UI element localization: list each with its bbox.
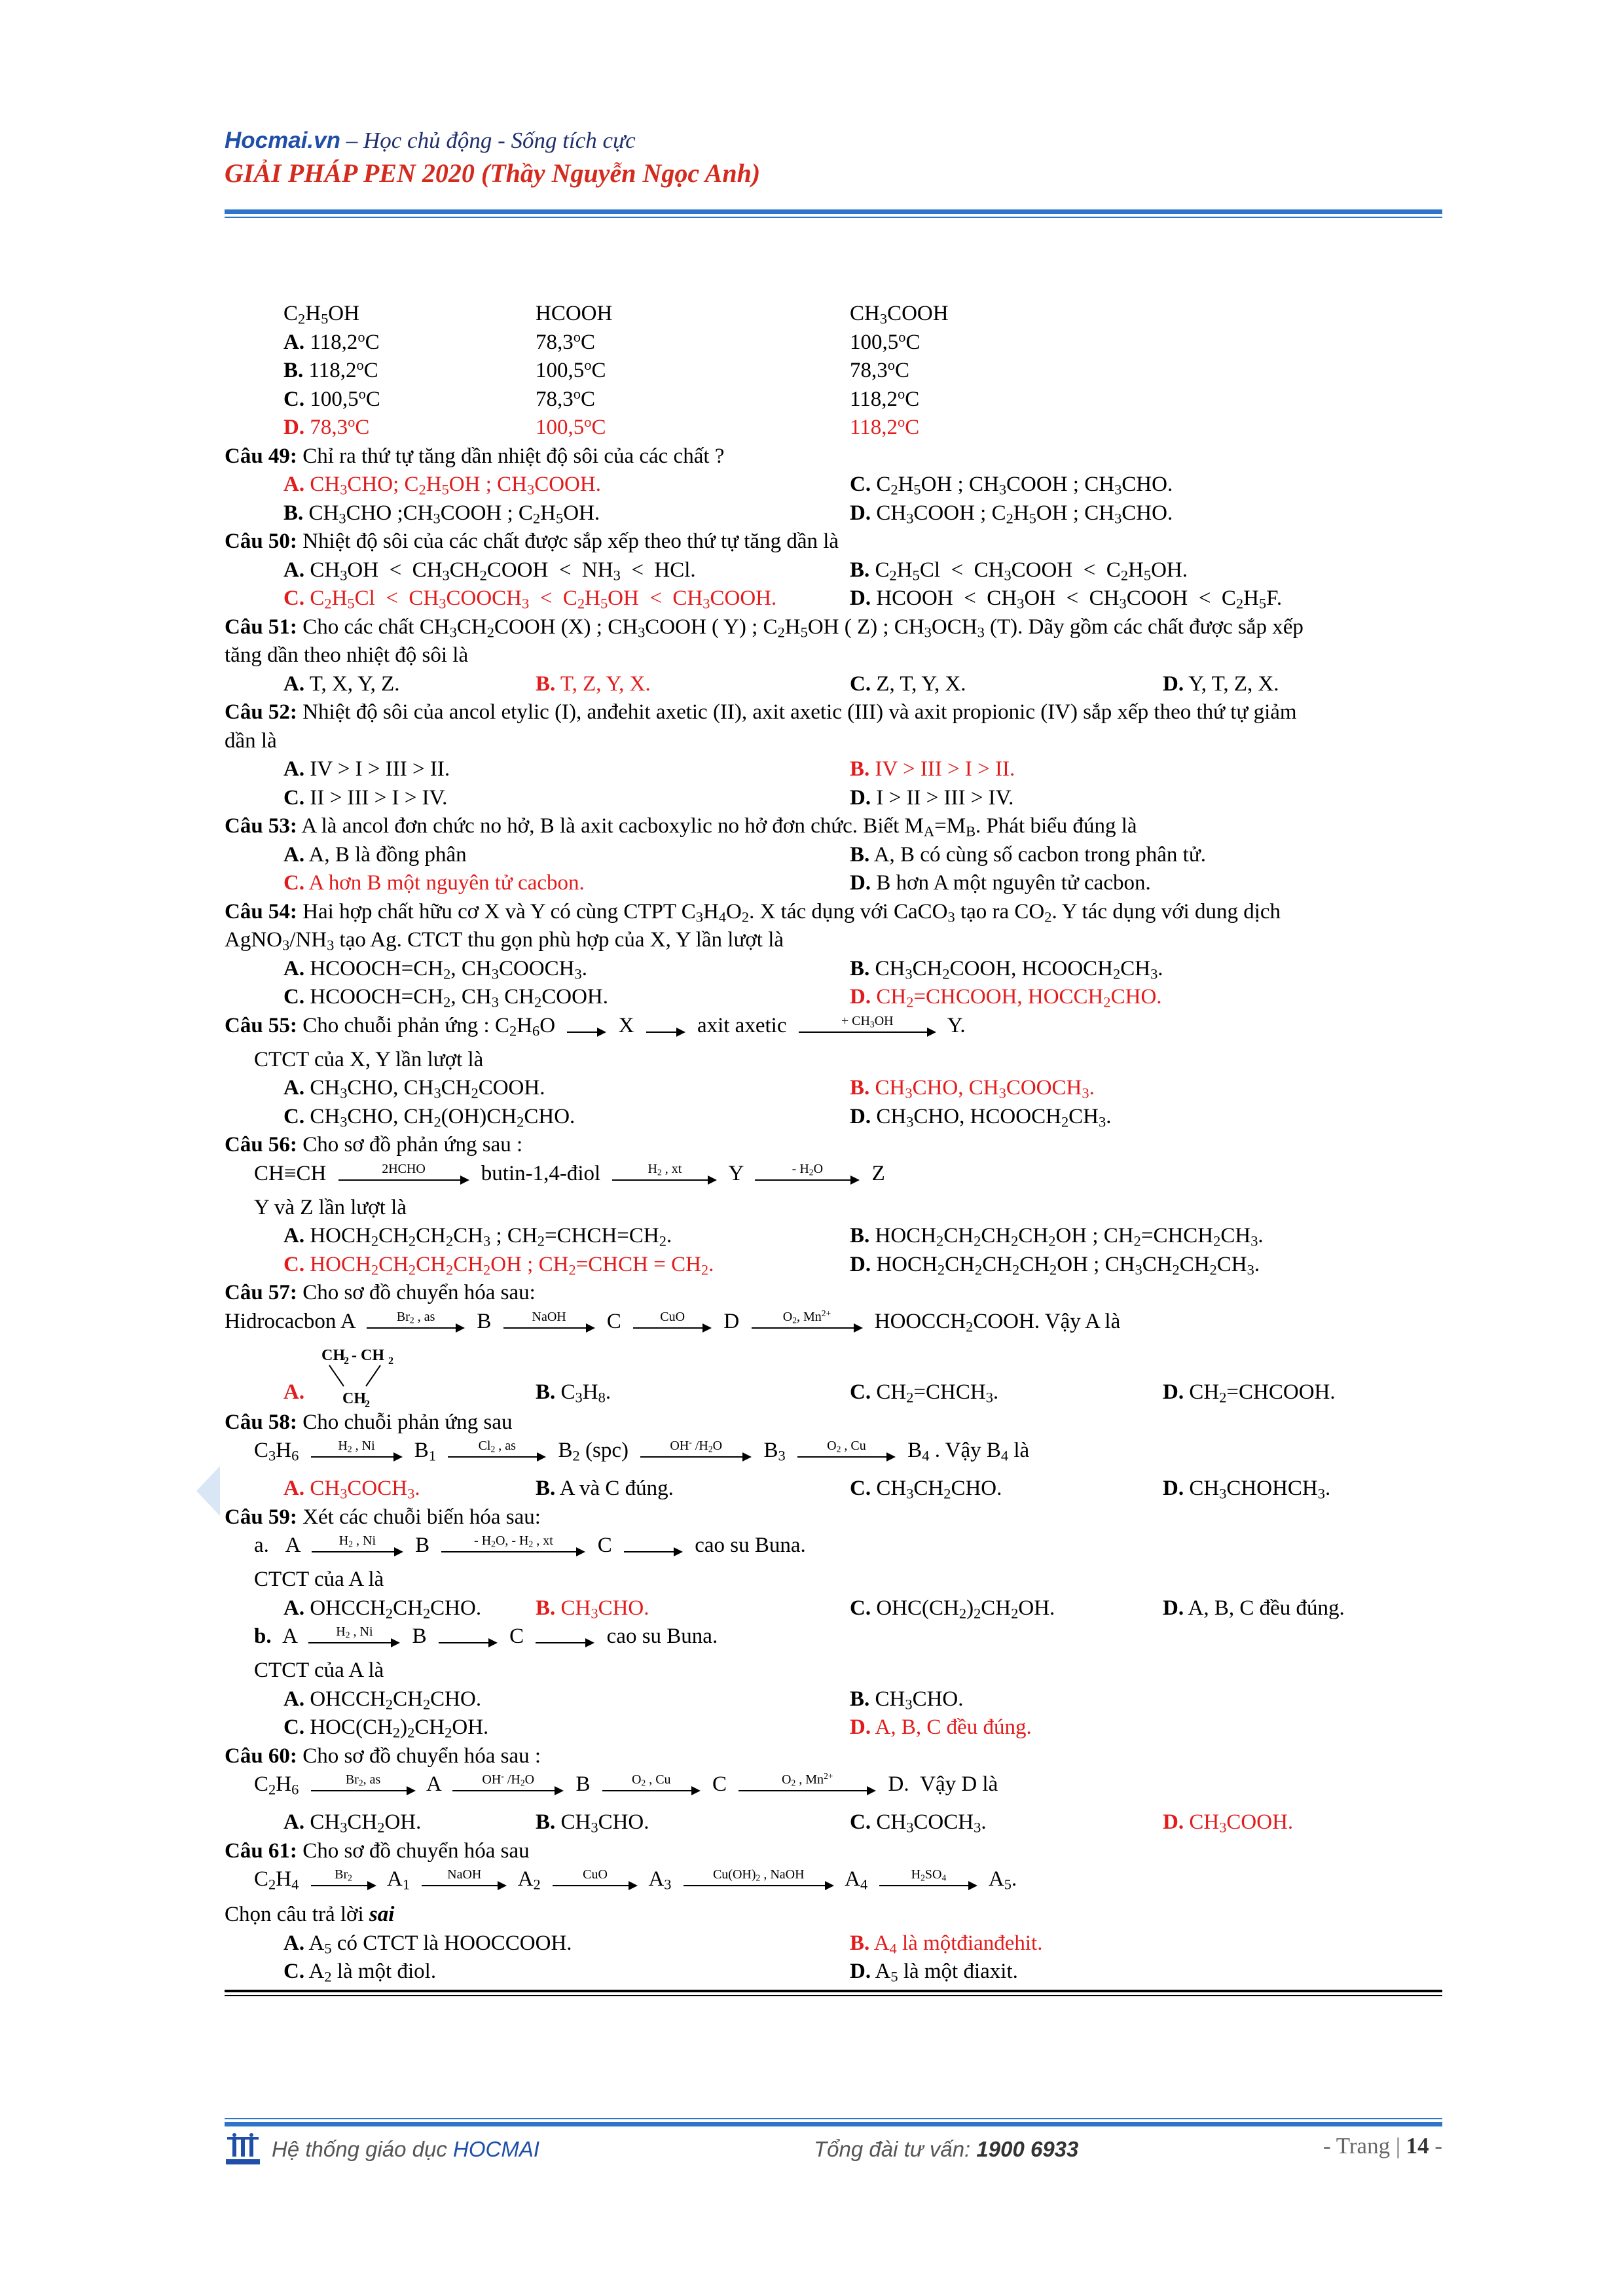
q59b-option-d[interactable]: D. A, B, C đều đúng. xyxy=(850,1715,1032,1739)
hotline-number[interactable]: 1900 6933 xyxy=(976,2137,1079,2161)
q52-option-c[interactable]: C. II > III > I > IV. xyxy=(283,785,448,810)
question-text: Cho sơ đồ chuyển hóa sau : xyxy=(297,1744,541,1768)
footer-divider xyxy=(225,2115,1442,2126)
q56-option-b[interactable]: B. $HOCH_2CH_2CH_2CH_2OH$ ; $CH_2=CHCH_2CH_3$. xyxy=(850,1224,1264,1249)
q53-option-b[interactable]: B. A, B có cùng số cacbon trong phân tử. xyxy=(850,842,1206,867)
q59a-options xyxy=(225,1594,1455,1623)
reaction-arrow-icon xyxy=(646,1016,685,1038)
q59a-option-c[interactable]: C. $OHC(CH_2)_2CH_2OH$. xyxy=(850,1596,1055,1622)
option-text: B hơn A một nguyên tử cacbon. xyxy=(876,871,1151,895)
q53-options-ab xyxy=(225,841,1455,870)
option-text: T, Z, Y, X. xyxy=(560,672,651,696)
q49-options-ac xyxy=(225,471,1455,499)
q60-stem xyxy=(225,1742,1455,1771)
question-list xyxy=(225,300,1455,1986)
q51-stem-cont: tăng dần theo nhiệt độ sôi là xyxy=(225,643,469,667)
q52-option-a[interactable]: A. IV > I > III > II. xyxy=(283,757,450,781)
q48-option-a[interactable]: A. 118,2$^o$C 78,3$^o$C 100,5$^o$C xyxy=(283,328,921,354)
col-ch3cooh: $CH_3COOH$ xyxy=(850,302,949,327)
q55-option-b[interactable]: B. $CH_3CHO$, $CH_3COOCH_3$. xyxy=(850,1076,1095,1102)
option-text: I > II > III > IV. xyxy=(876,785,1014,810)
question-text: Nhiệt độ sôi của các chất được sắp xếp theo thứ tự tăng dần là xyxy=(297,529,839,553)
question-number: Câu 49: xyxy=(225,444,297,468)
reaction-arrow-icon xyxy=(536,1626,594,1649)
footer-text: Hệ thống giáo dục xyxy=(272,2137,454,2161)
q56-options-cd xyxy=(225,1251,1455,1280)
q56-subtext xyxy=(225,1194,1455,1223)
q50-stem xyxy=(225,528,1455,556)
question-number: Câu 60: xyxy=(225,1744,297,1768)
col-hcooh: HCOOH xyxy=(536,302,613,325)
q55-options-cd xyxy=(225,1103,1455,1132)
q56-options-ab xyxy=(225,1222,1455,1251)
q51-stem: Câu 51: Cho các chất $CH_3CH_2COOH$ (X) ; $CH_3COOH$ ( Y) ; $C_2H_5OH$ ( Z) ; $CH_3OCH_3$ (T). Dãy gồm các chất được sắp xếp xyxy=(225,615,1304,641)
reaction-arrow-icon: $Cl_2$ , as xyxy=(448,1441,546,1463)
question-text: CTCT của X, Y lần lượt là xyxy=(254,1047,484,1071)
q54-stem: Câu 54: Hai hợp chất hữu cơ X và Y có cùng CTPT $C_3H_4O_2$. X tác dụng với CaCO$_3$ tạo ra $CO_2$. Y tác dụng với dung dịch xyxy=(225,899,1281,925)
value: 78,3 xyxy=(536,330,574,354)
q50-option-c[interactable]: C. $C_2H_5Cl$ < $CH_3COOCH_3 < C_2H_5OH$ < $CH_3COOH$. xyxy=(283,586,777,612)
q51-option-b[interactable]: B. T, Z, Y, X. xyxy=(536,672,651,696)
option-text: A, B có cùng số cacbon trong phân tử. xyxy=(873,842,1206,867)
q53-option-a[interactable]: A. A, B là đồng phân xyxy=(283,842,467,867)
q54-option-d[interactable]: D. $CH_2=CHCOOH$, $HOCCH_2CHO$. xyxy=(850,985,1162,1011)
q52-stem-cont: dần là xyxy=(225,728,277,753)
header-line xyxy=(225,128,1442,154)
q48-option-b[interactable]: B. 118,2$^o$C 100,5$^o$C 78,3$^o$C xyxy=(283,356,909,382)
q50-option-d[interactable]: D. HCOOH < $CH_3OH$ < $CH_3COOH < C_2H_5F$. xyxy=(850,586,1283,612)
option-text: T, X, Y, Z. xyxy=(309,672,400,696)
q59-scheme-b: b. A $H_2$ , Ni B C cao su Buna. xyxy=(254,1624,718,1648)
reaction-arrow-icon: $H_2$ , Ni xyxy=(308,1626,400,1649)
question-number: Câu 58: xyxy=(225,1410,297,1434)
question-text: CTCT của A là xyxy=(254,1659,384,1682)
value: 118,2 xyxy=(850,387,898,411)
option-text: A, B là đồng phân xyxy=(308,842,467,867)
q61-option-c[interactable]: C. $A_2$ là một điol. xyxy=(283,1960,437,1985)
reaction-arrow-icon: $Br_2$ xyxy=(311,1869,376,1892)
q52-option-d[interactable]: D. I > II > III > IV. xyxy=(850,785,1014,810)
value: 118,2 xyxy=(308,359,357,382)
question-number: Câu 61: xyxy=(225,1839,297,1863)
reaction-arrow-icon: $O_2$, $Mn^{2+}$ xyxy=(752,1312,863,1334)
q48-option-c[interactable]: C. 100,5$^o$C 78,3$^o$C 118,2$^o$C xyxy=(283,385,920,411)
q50-options-ab xyxy=(225,556,1455,585)
q59-scheme-a: a. A $H_2$ , Ni B - $H_2O$, - $H_2$ , xt C cao su Buna. xyxy=(254,1534,806,1557)
q55-option-d[interactable]: D. $CH_3CHO$, $HCOOCH_2CH_3$. xyxy=(850,1104,1112,1130)
question-text: CTCT của A là xyxy=(254,1568,384,1591)
slogan: – Học chủ động - Sống tích cực xyxy=(340,128,636,153)
page-number xyxy=(1323,2133,1442,2159)
q58-options xyxy=(225,1475,1455,1503)
question-text: Y và Z lần lượt là xyxy=(254,1195,407,1219)
footer-text: Tổng đài tư vấn: xyxy=(814,2137,977,2161)
cyclopropane-structure xyxy=(310,1346,408,1417)
value: 118,2 xyxy=(850,416,898,439)
question-text: Chọn câu trả lời xyxy=(225,1903,369,1926)
question-number: Câu 59: xyxy=(225,1505,297,1529)
question-number: Câu 56: xyxy=(225,1133,297,1157)
q53-option-d[interactable]: D. B hơn A một nguyên tử cacbon. xyxy=(850,871,1151,895)
q53-stem: Câu 53: A là ancol đơn chức no hở, B là axit cacboxylic no hở đơn chức. Biết $M_A=M_B$. Phát biểu đúng là xyxy=(225,814,1137,840)
q51-option-a[interactable]: A. T, X, Y, Z. xyxy=(283,672,400,696)
q55-option-a[interactable]: A. $CH_3CHO$, $CH_3CH_2COOH$. xyxy=(283,1076,545,1102)
reaction-arrow-icon: + $CH_3OH$ xyxy=(799,1016,936,1038)
col-c2h5oh: $C_2H_5OH$ xyxy=(283,302,359,327)
q59a-option-a[interactable]: A. $OHCCH_2CH_2CHO$. xyxy=(283,1596,482,1622)
reaction-arrow-icon: $O_2$ , $Mn^{2+}$ xyxy=(739,1774,876,1797)
q54-option-a[interactable]: A. $HCOOCH=CH_2$, $CH_3COOCH_3$. xyxy=(283,956,587,982)
reaction-arrow-icon: $O_2$ , Cu xyxy=(602,1774,701,1797)
q61-options-cd xyxy=(225,1958,1455,1986)
q56-scheme: CH≡CH 2HCHO butin-1,4-điol $H_2$ , xt Y - $H_2O$ Z xyxy=(254,1161,885,1185)
q56-option-d[interactable]: D. $HOCH_2CH_2CH_2CH_2OH$ ; $CH_3CH_2CH_2CH_3$. xyxy=(850,1252,1260,1278)
side-arrow-icon xyxy=(196,1466,220,1516)
reaction-arrow-icon: OH- $/H_2O$ xyxy=(640,1441,752,1463)
q61-option-a[interactable]: A. $A_5$ có CTCT là HOOCCOOH. xyxy=(283,1931,572,1957)
content-end-divider xyxy=(225,1990,1442,1996)
option-text: Z, T, Y, X. xyxy=(876,672,966,696)
q59a-option-d[interactable]: D. A, B, C đều đúng. xyxy=(1163,1596,1345,1620)
q57-option-c[interactable]: C. $CH_2=CHCH_3$. xyxy=(850,1380,999,1406)
page-num: 14 xyxy=(1406,2133,1429,2159)
q60-scheme: $C_2H_6$ $Br_2$, as A OH- $/H_2O$ B $O_2$ , Cu C $O_2$ , $Mn^{2+}$ D. Vậy D là xyxy=(254,1771,998,1798)
reaction-arrow-icon: NaOH xyxy=(503,1312,595,1334)
reaction-arrow-icon: $H_2$ , Ni xyxy=(312,1535,403,1558)
question-number: Câu 55: xyxy=(225,1013,297,1037)
q59-ctct-b xyxy=(225,1657,1455,1685)
q52-stem: Câu 52: Nhiệt độ sôi của ancol etylic (I), anđehit axetic (II), axit axetic (III) và axit propionic (IV) sắp xếp theo thứ tự giảm xyxy=(225,700,1297,724)
q58-option-d[interactable]: D. $CH_3CHOHCH_3$. xyxy=(1163,1477,1331,1502)
question-text: Xét các chuỗi biến hóa sau: xyxy=(297,1505,541,1529)
reaction-arrow-icon: $Br_2$ , as xyxy=(367,1312,465,1334)
value: 100,5 xyxy=(536,416,585,439)
question-number: Câu 54: xyxy=(225,899,297,924)
question-number: Câu 52: xyxy=(225,700,297,724)
option-text: A hơn B một nguyên tử cacbon. xyxy=(308,871,585,895)
q61-scheme: $C_2H_4$ $Br_2$ $A_1$ NaOH $A_2$ CuO $A_3$ $Cu(OH)_2$ , NaOH $A_4$ $H_2SO_4$ $A_5$. xyxy=(254,1867,1017,1893)
q53-options-cd xyxy=(225,869,1455,898)
q59a-option-b[interactable]: B. $CH_3CHO$. xyxy=(536,1596,649,1622)
q59b-option-a[interactable]: A. $OHCCH_2CH_2CHO$. xyxy=(283,1687,482,1713)
q54-options-cd xyxy=(225,983,1455,1012)
q50-option-a[interactable]: A. $CH_3OH$ < $CH_3CH_2COOH < NH_3$ < HCl. xyxy=(283,558,696,584)
reaction-arrow-icon xyxy=(567,1016,606,1038)
reaction-arrow-icon: $H_2$ , xt xyxy=(612,1164,717,1186)
q59b-option-b[interactable]: B. $CH_3CHO$. xyxy=(850,1687,964,1713)
svg-text:CH: CH xyxy=(342,1390,366,1407)
q55-stem: Câu 55: Cho chuỗi phản ứng : $C_2H_6O$ X axit axetic + $CH_3OH$ Y. xyxy=(225,1013,966,1039)
q61-stem xyxy=(225,1837,1455,1866)
option-text: IV > I > III > II. xyxy=(310,757,450,781)
option-text: IV > III > I > II. xyxy=(875,757,1015,781)
q48-header-row xyxy=(225,300,1455,329)
q58-option-a[interactable]: A. $CH_3COCH_3$. xyxy=(283,1477,420,1502)
q60-option-d[interactable]: D. $CH_3COOH$. xyxy=(1163,1810,1294,1836)
svg-text:CH: CH xyxy=(321,1346,345,1364)
q57-scheme: Hidrocacbon A $Br_2$ , as B NaOH C CuO D $O_2$, $Mn^{2+}$ $HOOCCH_2COOH$. Vậy A là xyxy=(225,1308,1121,1335)
svg-text:2: 2 xyxy=(344,1355,349,1367)
question-number: Câu 53: xyxy=(225,814,297,838)
brand-name[interactable]: Hocmai.vn xyxy=(225,128,340,153)
reaction-arrow-icon xyxy=(624,1535,683,1558)
q51-option-d[interactable]: D. Y, T, Z, X. xyxy=(1163,672,1279,696)
question-text: Cho sơ đồ chuyển hóa sau xyxy=(297,1839,530,1863)
q61-option-b[interactable]: B. $A_4$ là mộtđianđehit. xyxy=(850,1931,1043,1957)
q53-option-c[interactable]: C. A hơn B một nguyên tử cacbon. xyxy=(283,871,585,895)
reaction-arrow-icon: CuO xyxy=(553,1869,638,1892)
option-text: A, B, C đều đúng. xyxy=(1188,1596,1345,1620)
page-prefix: - Trang | xyxy=(1322,2133,1406,2159)
q49-option-d[interactable]: D. $CH_3COOH$ ; $C_2H_5OH$ ; $CH_3CHO$. xyxy=(850,501,1173,527)
reaction-arrow-icon: $H_2$ , Ni xyxy=(311,1441,403,1463)
page-header xyxy=(225,128,1442,188)
footer-brand[interactable]: HOCMAI xyxy=(453,2137,540,2161)
q49-option-b[interactable]: B. $CH_3CHO$ $;CH_3COOH$ ; $C_2H_5OH$. xyxy=(283,501,600,527)
question-number: Câu 50: xyxy=(225,529,297,553)
q61-option-d[interactable]: D. $A_5$ là một điaxit. xyxy=(850,1960,1018,1985)
q59b-options-cd xyxy=(225,1713,1455,1742)
q61-options-ab xyxy=(225,1929,1455,1958)
header-divider xyxy=(225,209,1442,218)
svg-text:- CH: - CH xyxy=(352,1346,384,1364)
q56-option-a[interactable]: A. $HOCH_2CH_2CH_2CH_3$ ; $CH_2=CHCH=CH_2$. xyxy=(283,1224,672,1249)
q58-option-c[interactable]: C. $CH_3CH_2CHO$. xyxy=(850,1477,1002,1502)
q49-option-a[interactable]: A. $CH_3CHO$; $C_2H_5OH$ ; $CH_3COOH$. xyxy=(283,473,601,498)
q58-stem xyxy=(225,1408,1455,1437)
value: 78,3 xyxy=(850,359,888,382)
question-number: Câu 57: xyxy=(225,1281,297,1304)
q52-options-cd xyxy=(225,784,1455,813)
q55-option-c[interactable]: C. $CH_3CHO$, $CH_2(OH)CH_2CHO$. xyxy=(283,1104,575,1130)
q60-option-b[interactable]: B. $CH_3CHO$. xyxy=(536,1810,649,1836)
reaction-arrow-icon: - $H_2O$, - $H_2$ , xt xyxy=(441,1535,585,1558)
page-suffix: - xyxy=(1429,2133,1442,2159)
hocmai-logo-icon xyxy=(225,2133,261,2166)
value: 100,5 xyxy=(310,387,359,411)
svg-text:2: 2 xyxy=(365,1398,370,1408)
q56-stem xyxy=(225,1131,1455,1160)
q54-option-b[interactable]: B. $CH_3CH_2COOH$, $HCOOCH_2CH_3$. xyxy=(850,956,1163,982)
question-number: Câu 51: xyxy=(225,615,297,639)
value: 78,3 xyxy=(536,387,574,411)
q61-instruction xyxy=(225,1901,1455,1929)
reaction-arrow-icon: - $H_2O$ xyxy=(755,1164,860,1186)
q51-option-c[interactable]: C. Z, T, Y, X. xyxy=(850,672,966,696)
q52-options-ab xyxy=(225,755,1455,784)
q51-options xyxy=(225,670,1455,699)
q57-option-a[interactable]: A. xyxy=(283,1380,305,1404)
svg-text:2: 2 xyxy=(388,1355,393,1367)
q54-option-c[interactable]: C. $HCOOCH=CH_2$, $CH_3$ $CH_2COOH$. xyxy=(283,985,609,1011)
reaction-arrow-icon: $H_2SO_4$ xyxy=(879,1869,977,1892)
reaction-arrow-icon: CuO xyxy=(633,1312,712,1334)
q50-option-b[interactable]: B. $C_2H_5Cl$ < $CH_3COOH < C_2H_5OH$. xyxy=(850,558,1188,584)
q57-option-b[interactable]: B. $C_3H_8$. xyxy=(536,1380,611,1406)
reaction-arrow-icon: 2HCHO xyxy=(338,1164,469,1186)
q60-option-c[interactable]: C. $CH_3COCH_3$. xyxy=(850,1810,987,1836)
question-text: Cho sơ đồ phản ứng sau : xyxy=(297,1133,523,1157)
q49-options-bd xyxy=(225,499,1455,528)
q49-option-c[interactable]: C. $C_2H_5OH$ ; $CH_3COOH$ ; $CH_3CHO$. xyxy=(850,473,1173,498)
q54-stem-cont: $AgNO_3/NH_3$ tạo Ag. CTCT thu gọn phù hợp của X, Y lần lượt là xyxy=(225,928,784,954)
q59b-option-c[interactable]: C. $HOC(CH_2)_2CH_2OH$. xyxy=(283,1715,489,1741)
question-text: Chỉ ra thứ tự tăng dần nhiệt độ sôi của các chất ? xyxy=(297,444,725,468)
reaction-arrow-icon: NaOH xyxy=(422,1869,507,1892)
footer-system xyxy=(272,2137,539,2162)
q60-options xyxy=(225,1808,1455,1837)
footer-hotline xyxy=(814,2137,1078,2162)
q59b-options-ab xyxy=(225,1685,1455,1714)
keyword-sai: sai xyxy=(369,1903,395,1926)
q58-scheme: $C_3H_6$ $H_2$ , Ni $B_1$ $Cl_2$ , as $B_2$ (spc) OH- $/H_2O$ $B_3$ $O_2$ , Cu $B_4$ . Vậy $B_4$ là xyxy=(254,1437,1030,1464)
option-text: Y, T, Z, X. xyxy=(1188,672,1279,696)
value: 118,2 xyxy=(310,330,358,354)
q52-option-b[interactable]: B. IV > III > I > II. xyxy=(850,757,1015,781)
q57-options xyxy=(225,1346,1455,1408)
value: 100,5 xyxy=(536,359,585,382)
q56-option-c[interactable]: C. $HOCH_2CH_2CH_2CH_2OH$ ; $CH_2=CHCH = CH_2$. xyxy=(283,1252,714,1278)
q54-options-ab xyxy=(225,955,1455,984)
reaction-arrow-icon xyxy=(439,1626,498,1649)
question-text: Cho chuỗi phản ứng sau xyxy=(297,1410,513,1434)
option-text: A, B, C đều đúng. xyxy=(875,1715,1032,1739)
q59-ctct-a xyxy=(225,1566,1455,1594)
value: 78,3 xyxy=(310,416,348,439)
q59-stem xyxy=(225,1503,1455,1532)
value: 100,5 xyxy=(850,330,899,354)
page-footer xyxy=(225,2130,1442,2170)
reaction-arrow-icon: $Cu(OH)_2$ , NaOH xyxy=(684,1869,834,1892)
q60-option-a[interactable]: A. $CH_3CH_2OH$. xyxy=(283,1810,422,1836)
q50-options-cd xyxy=(225,584,1455,613)
reaction-arrow-icon: $Br_2$, as xyxy=(311,1774,416,1797)
reaction-arrow-icon: OH- $/H_2O$ xyxy=(452,1774,564,1797)
q57-option-d[interactable]: D. $CH_2=CHCOOH$. xyxy=(1163,1380,1336,1406)
q58-option-b[interactable]: B. A và C đúng. xyxy=(536,1477,674,1500)
q48-option-d[interactable]: D. 78,3$^o$C 100,5$^o$C 118,2$^o$C xyxy=(283,413,920,439)
q57-stem xyxy=(225,1279,1455,1308)
q55-options-ab xyxy=(225,1074,1455,1103)
q55-subtext xyxy=(225,1046,1455,1075)
question-text: Cho sơ đồ chuyển hóa sau: xyxy=(297,1281,536,1304)
q49-stem xyxy=(225,442,1455,471)
option-text: II > III > I > IV. xyxy=(310,785,448,810)
reaction-arrow-icon: $O_2$ , Cu xyxy=(797,1441,896,1463)
document-title: GIẢI PHÁP PEN 2020 (Thầy Nguyễn Ngọc Anh) xyxy=(225,158,761,188)
